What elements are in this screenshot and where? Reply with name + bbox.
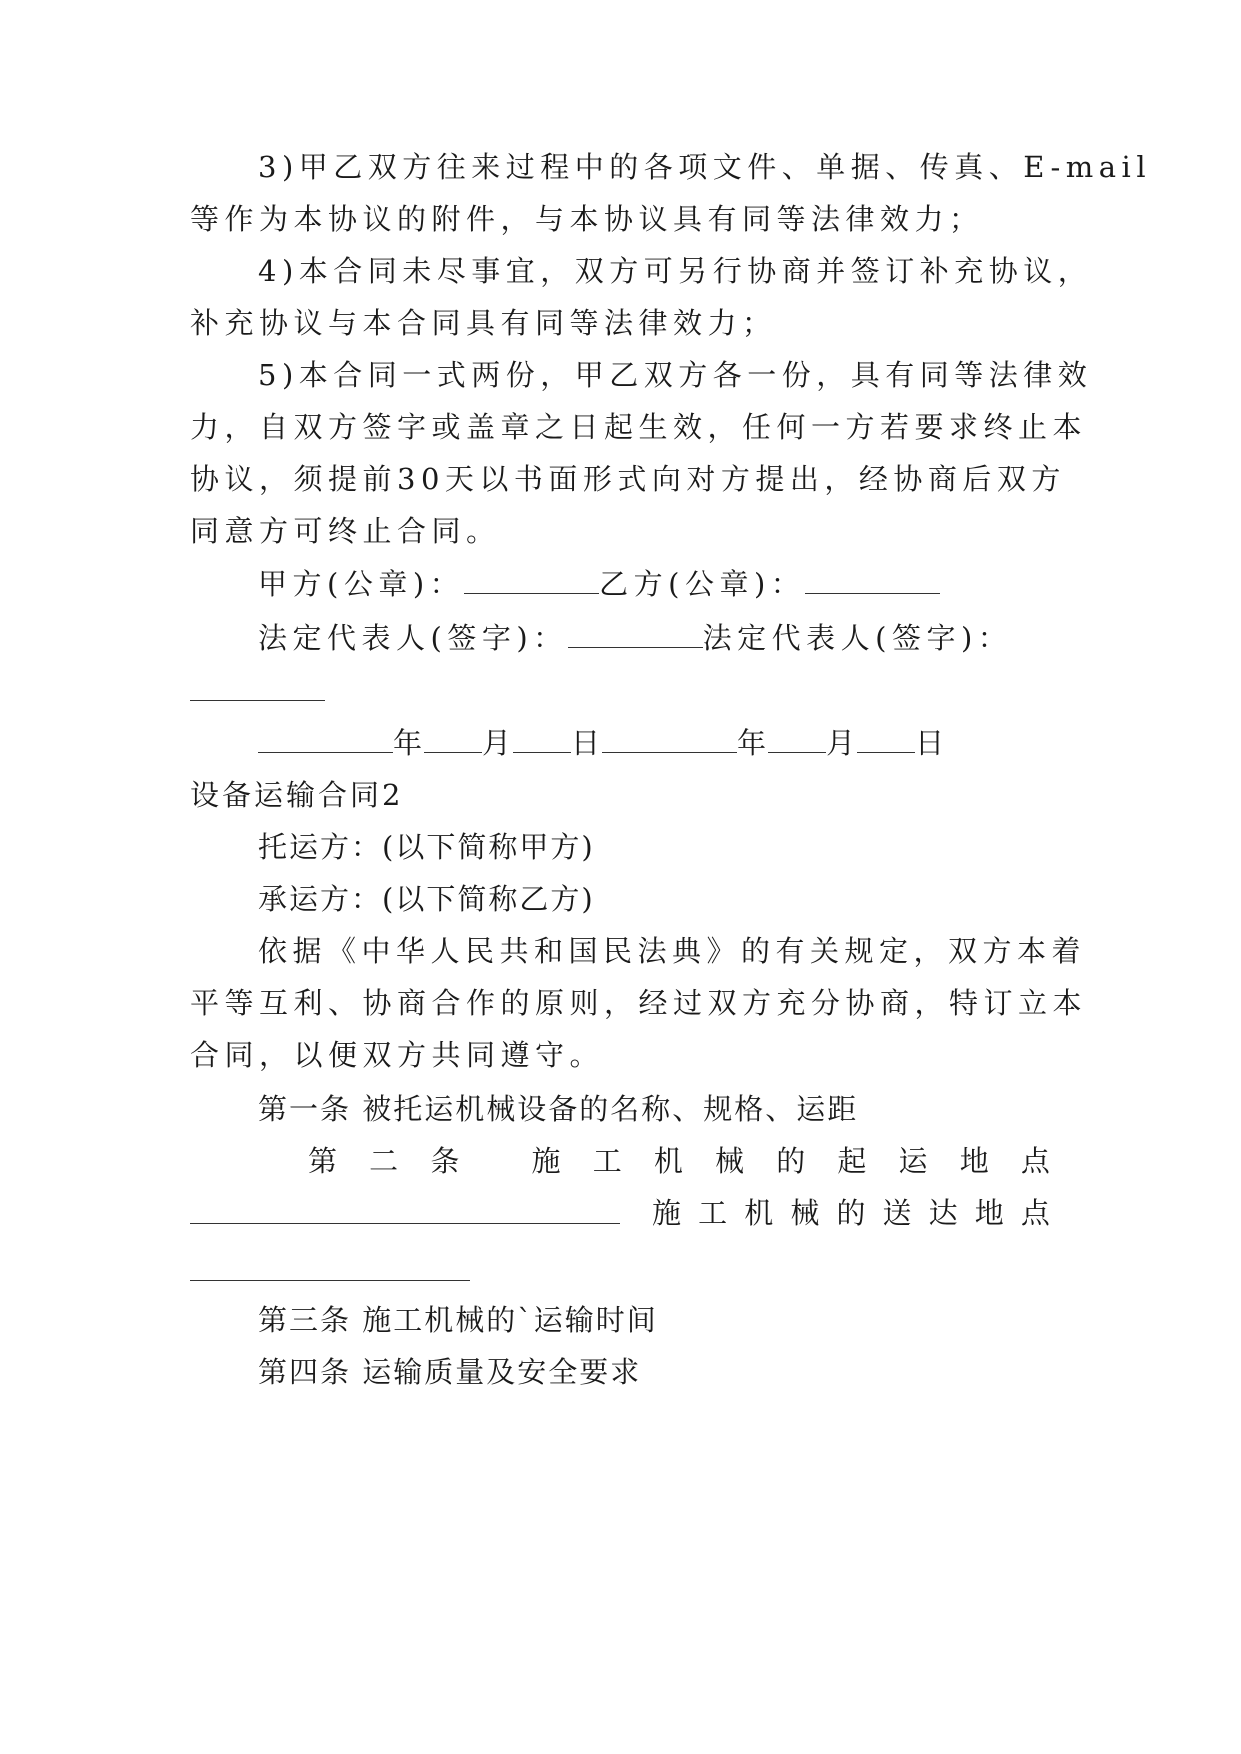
- consignor-line: 托运方：(以下简称甲方): [258, 830, 595, 864]
- origin-blank[interactable]: [190, 1193, 620, 1224]
- article-2-word: 起: [837, 1144, 867, 1178]
- article-2-dest-word: 械: [790, 1196, 820, 1230]
- article-2-word: 械: [715, 1144, 745, 1178]
- article-2-dest-word: 的: [836, 1196, 866, 1230]
- article-2-word: 工: [592, 1144, 622, 1178]
- article-2-word: 点: [1020, 1144, 1050, 1178]
- rep-a-blank[interactable]: [568, 617, 703, 648]
- date-b-day-label: 日: [915, 726, 947, 760]
- article-2-line-1: [308, 1141, 1050, 1181]
- article-2-dest-word: 送: [882, 1196, 912, 1230]
- article-1: 第一条 被托运机械设备的名称、规格、运距: [258, 1092, 859, 1126]
- article-2-dest-word: 达: [928, 1196, 958, 1230]
- article-2-dest-word: 点: [1020, 1196, 1050, 1230]
- date-a-month-blank[interactable]: [424, 722, 482, 753]
- representative-line: [258, 617, 1050, 657]
- rep-b-label: 法定代表人(签字)：: [702, 621, 1013, 655]
- date-a-year-blank[interactable]: [258, 722, 393, 753]
- clause-5-line-4: 同意方可终止合同。: [190, 514, 501, 548]
- rep-a-label: 法定代表人(签字)：: [258, 621, 568, 655]
- seal-line: [258, 563, 1050, 603]
- clause-4-line-2: 补充协议与本合同具有同等法律效力；: [190, 306, 777, 340]
- date-b-year-blank[interactable]: [602, 722, 737, 753]
- article-2-dest-word: 工: [698, 1196, 728, 1230]
- preamble-line-3: 合同，以便双方共同遵守。: [190, 1038, 605, 1072]
- article-2-word: 运: [898, 1144, 928, 1178]
- clause-5-line-1: 5)本合同一式两份，甲乙双方各一份，具有同等法律效: [258, 358, 1093, 392]
- date-b-month-label: 月: [826, 726, 858, 760]
- article-2-dest-words: [652, 1193, 1050, 1233]
- article-2-word: 条: [430, 1144, 460, 1178]
- contract-2-title: 设备运输合同2: [190, 778, 404, 812]
- party-b-seal-label: 乙方(公章)：: [599, 567, 806, 601]
- date-line: [258, 722, 1050, 762]
- article-2-dest-word: 地: [974, 1196, 1004, 1230]
- rep-b-blank-line: [190, 670, 1050, 710]
- date-a-month-label: 月: [482, 726, 514, 760]
- article-2-line-3: [190, 1250, 1050, 1290]
- clause-3-line-1: 3)甲乙双方往来过程中的各项文件、单据、传真、E-mail: [258, 150, 1152, 184]
- clause-5-line-2: 力，自双方签字或盖章之日起生效，任何一方若要求终止本: [190, 410, 1088, 444]
- party-b-seal-blank[interactable]: [805, 563, 940, 594]
- date-b-month-blank[interactable]: [768, 722, 826, 753]
- preamble-line-2: 平等互利、协商合作的原则，经过双方充分协商，特订立本: [190, 986, 1088, 1020]
- article-2-word: 的: [776, 1144, 806, 1178]
- article-2-dest-word: 施: [652, 1196, 682, 1230]
- preamble-line-1: 依据《中华人民共和国民法典》的有关规定，双方本着: [258, 934, 1087, 968]
- party-a-seal-blank[interactable]: [464, 563, 599, 594]
- article-2-word: 地: [959, 1144, 989, 1178]
- article-4: 第四条 运输质量及安全要求: [258, 1355, 642, 1389]
- clause-3-line-2: 等作为本协议的附件，与本协议具有同等法律效力；: [190, 202, 984, 236]
- rep-b-blank[interactable]: [190, 670, 325, 701]
- date-b-day-blank[interactable]: [857, 722, 915, 753]
- article-2-words: [308, 1141, 1050, 1181]
- date-a-day-label: 日: [571, 726, 603, 760]
- date-a-day-blank[interactable]: [513, 722, 571, 753]
- article-2-line-2: [190, 1193, 1050, 1233]
- date-b-year-label: 年: [737, 726, 769, 760]
- party-a-seal-label: 甲方(公章)：: [258, 567, 465, 601]
- article-2-dest-word: 机: [744, 1196, 774, 1230]
- clause-4-line-1: 4)本合同未尽事宜，双方可另行协商并签订补充协议，: [258, 254, 1093, 288]
- article-2-word: 施: [531, 1144, 561, 1178]
- clause-5-line-3: 协议，须提前30天以书面形式向对方提出，经协商后双方: [190, 462, 1066, 496]
- article-2-word: 二: [369, 1144, 399, 1178]
- article-3: 第三条 施工机械的`运输时间: [258, 1303, 658, 1337]
- carrier-line: 承运方：(以下简称乙方): [258, 882, 595, 916]
- destination-blank[interactable]: [190, 1250, 470, 1281]
- date-a-year-label: 年: [393, 726, 425, 760]
- article-2-word: 第: [308, 1144, 338, 1178]
- article-2-word: 机: [653, 1144, 683, 1178]
